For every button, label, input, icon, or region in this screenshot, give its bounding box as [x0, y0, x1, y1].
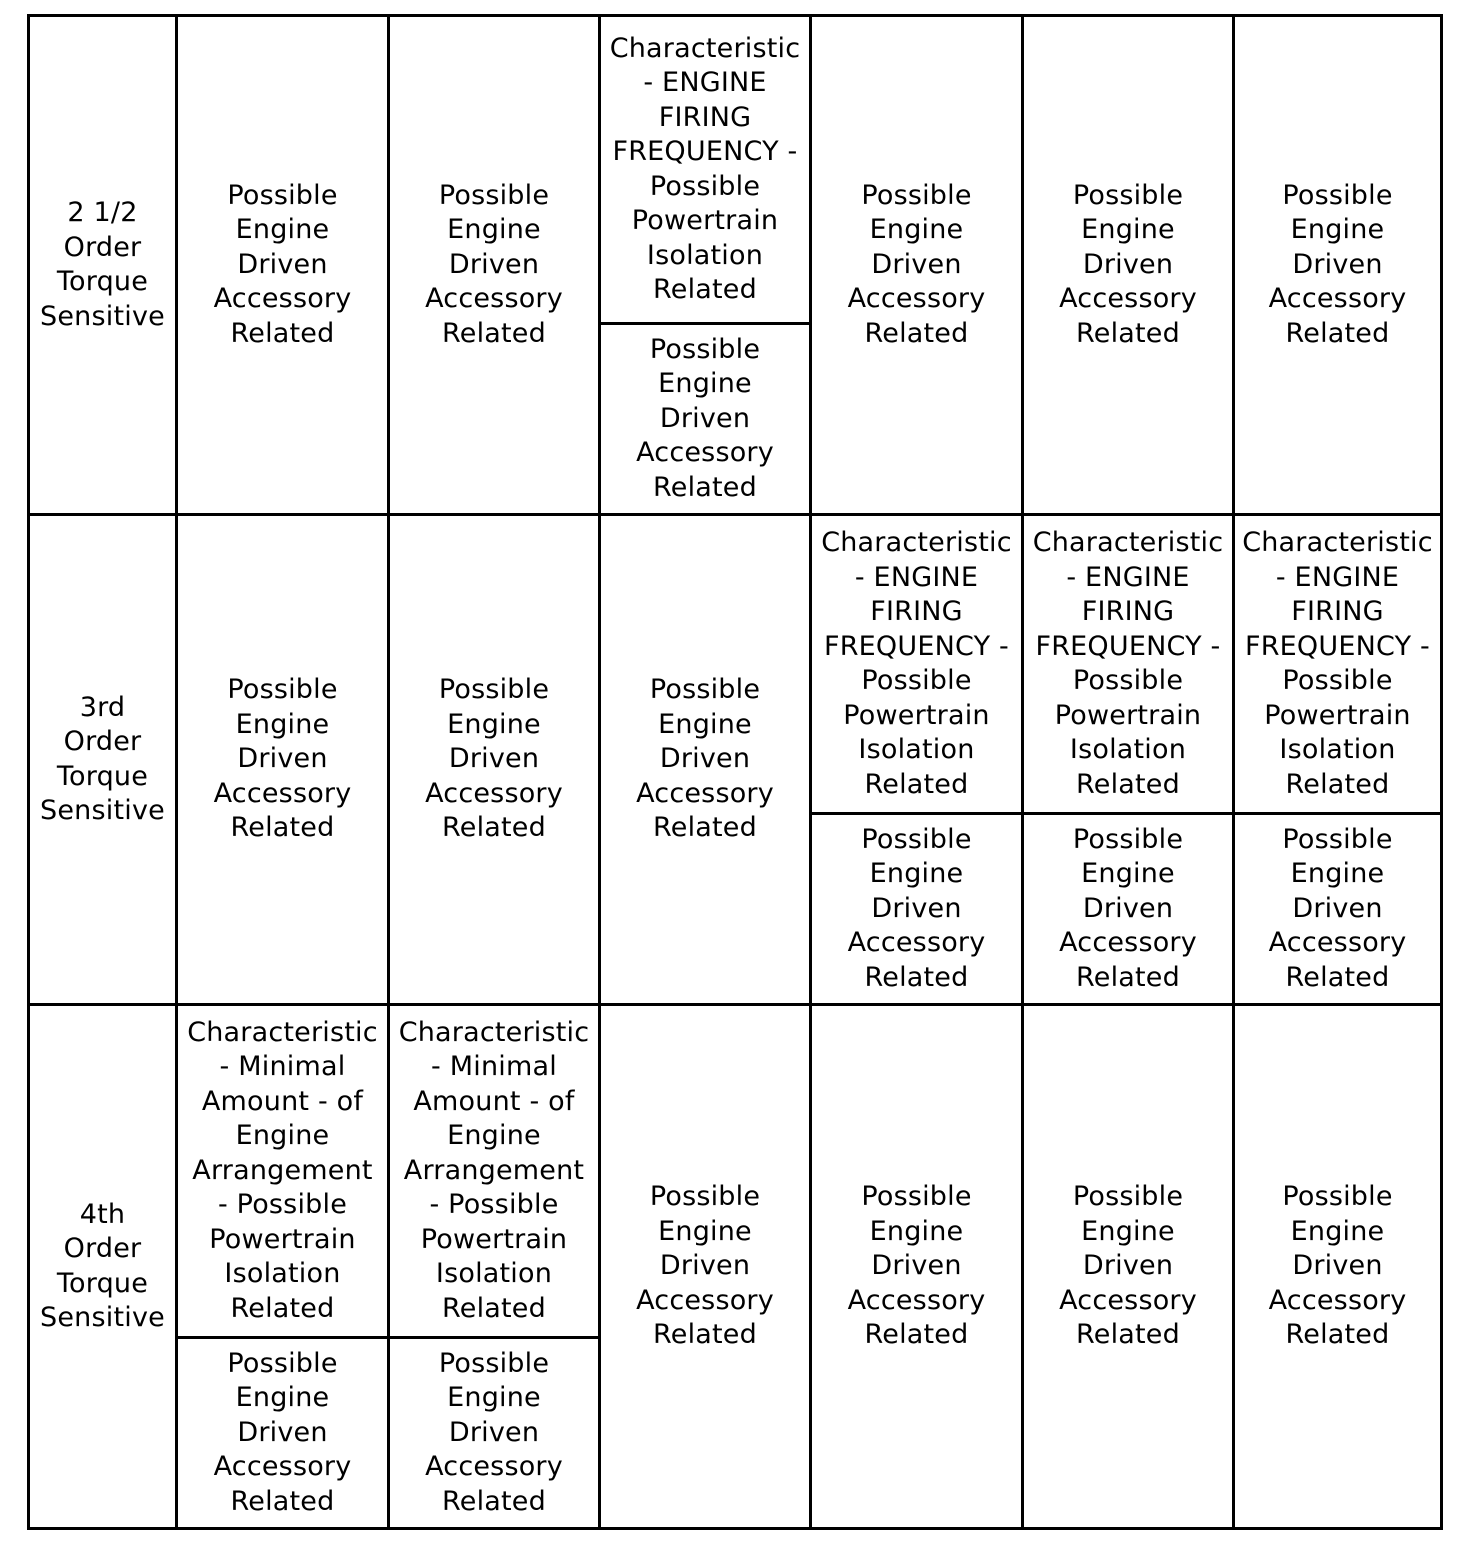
row-label-cell — [30, 17, 175, 513]
table-cell — [598, 1006, 809, 1527]
table-cell — [175, 1006, 387, 1527]
row-label-cell — [30, 1006, 175, 1527]
cell-text: Possible Engine Driven Accessory Related — [1059, 179, 1197, 349]
cell-entry-upper — [601, 17, 809, 322]
cell-entry — [390, 17, 598, 513]
table-cell — [598, 17, 809, 513]
table-cell — [387, 17, 598, 513]
cell-entry — [812, 1006, 1021, 1527]
row-label — [30, 17, 175, 513]
cell-entry — [390, 516, 598, 1003]
cell-text: Possible Engine Driven Accessory Related — [636, 333, 774, 503]
cell-text: Possible Engine Driven Accessory Related — [213, 674, 352, 844]
cell-entry-lower — [178, 1336, 387, 1527]
table-cell — [598, 516, 809, 1003]
table-cell — [1021, 1006, 1232, 1527]
cell-entry-upper — [1024, 516, 1232, 812]
cell-text: Possible Engine Driven Accessory Related — [425, 179, 563, 349]
cell-text: Possible Engine Driven Accessory Related — [425, 674, 563, 844]
cell-text: 3rd Order Torque Sensitive — [40, 691, 165, 826]
table-cell — [1232, 516, 1440, 1003]
cell-entry — [812, 17, 1021, 513]
cell-entry — [601, 516, 809, 1003]
table-cell — [1021, 17, 1232, 513]
table-row — [30, 1003, 1440, 1527]
cell-text: Characteristic - Minimal Amount - of Engine Arrangement - Possible Powertrain Isolation Related — [187, 1016, 378, 1324]
cell-text: Possible Engine Driven Accessory Related — [1059, 1181, 1197, 1351]
cell-text: Possible Engine Driven Accessory Related — [847, 1181, 986, 1351]
table-cell — [809, 17, 1021, 513]
cell-entry — [601, 1006, 809, 1527]
cell-text: Characteristic - ENGINE FIRING FREQUENCY - Possible Powertrain Isolation Related — [821, 527, 1012, 800]
table-cell — [1021, 516, 1232, 1003]
cell-entry — [1024, 17, 1232, 513]
table-row — [30, 513, 1440, 1003]
table-cell — [387, 1006, 598, 1527]
cell-text: Possible Engine Driven Accessory Related — [636, 1181, 774, 1351]
cell-entry — [1235, 1006, 1440, 1527]
table-cell — [387, 516, 598, 1003]
cell-text: Characteristic - ENGINE FIRING FREQUENCY - Possible Powertrain Isolation Related — [1242, 527, 1433, 800]
cell-text: Possible Engine Driven Accessory Related — [847, 179, 986, 349]
cell-text: Characteristic - Minimal Amount - of Engine Arrangement - Possible Powertrain Isolation Related — [398, 1016, 590, 1324]
cell-text: Possible Engine Driven Accessory Related — [1059, 823, 1197, 993]
cell-entry-lower — [601, 322, 809, 513]
table-cell — [809, 516, 1021, 1003]
cell-entry-lower — [812, 812, 1021, 1003]
table-row — [30, 17, 1440, 513]
cell-entry-lower — [390, 1336, 598, 1527]
cell-entry — [1235, 17, 1440, 513]
cell-text: Possible Engine Driven Accessory Related — [1268, 1181, 1407, 1351]
cell-entry-lower — [1235, 812, 1440, 1003]
row-label — [30, 1006, 175, 1527]
cell-text: Possible Engine Driven Accessory Related — [1268, 179, 1407, 349]
cell-entry — [1024, 1006, 1232, 1527]
table-cell — [1232, 17, 1440, 513]
row-label — [30, 516, 175, 1003]
cell-text: Possible Engine Driven Accessory Related — [213, 179, 352, 349]
cell-text: Possible Engine Driven Accessory Related — [636, 674, 774, 844]
cell-entry-upper — [390, 1006, 598, 1336]
cell-entry — [178, 516, 387, 1003]
cell-entry — [178, 17, 387, 513]
cell-text: Possible Engine Driven Accessory Related — [847, 823, 986, 993]
order-torque-table — [27, 14, 1443, 1530]
cell-text: Possible Engine Driven Accessory Related — [1268, 823, 1407, 993]
row-label-cell — [30, 516, 175, 1003]
cell-entry-lower — [1024, 812, 1232, 1003]
cell-text: 2 1/2 Order Torque Sensitive — [40, 197, 165, 332]
table-cell — [175, 17, 387, 513]
cell-text: 4th Order Torque Sensitive — [40, 1198, 165, 1333]
cell-entry-upper — [812, 516, 1021, 812]
cell-text: Characteristic - ENGINE FIRING FREQUENCY - Possible Powertrain Isolation Related — [609, 32, 801, 305]
table-cell — [1232, 1006, 1440, 1527]
cell-entry-upper — [1235, 516, 1440, 812]
cell-entry-upper — [178, 1006, 387, 1336]
table-cell — [809, 1006, 1021, 1527]
cell-text: Possible Engine Driven Accessory Related — [213, 1347, 352, 1517]
table-cell — [175, 516, 387, 1003]
cell-text: Characteristic - ENGINE FIRING FREQUENCY - Possible Powertrain Isolation Related — [1032, 527, 1224, 800]
cell-text: Possible Engine Driven Accessory Related — [425, 1347, 563, 1517]
